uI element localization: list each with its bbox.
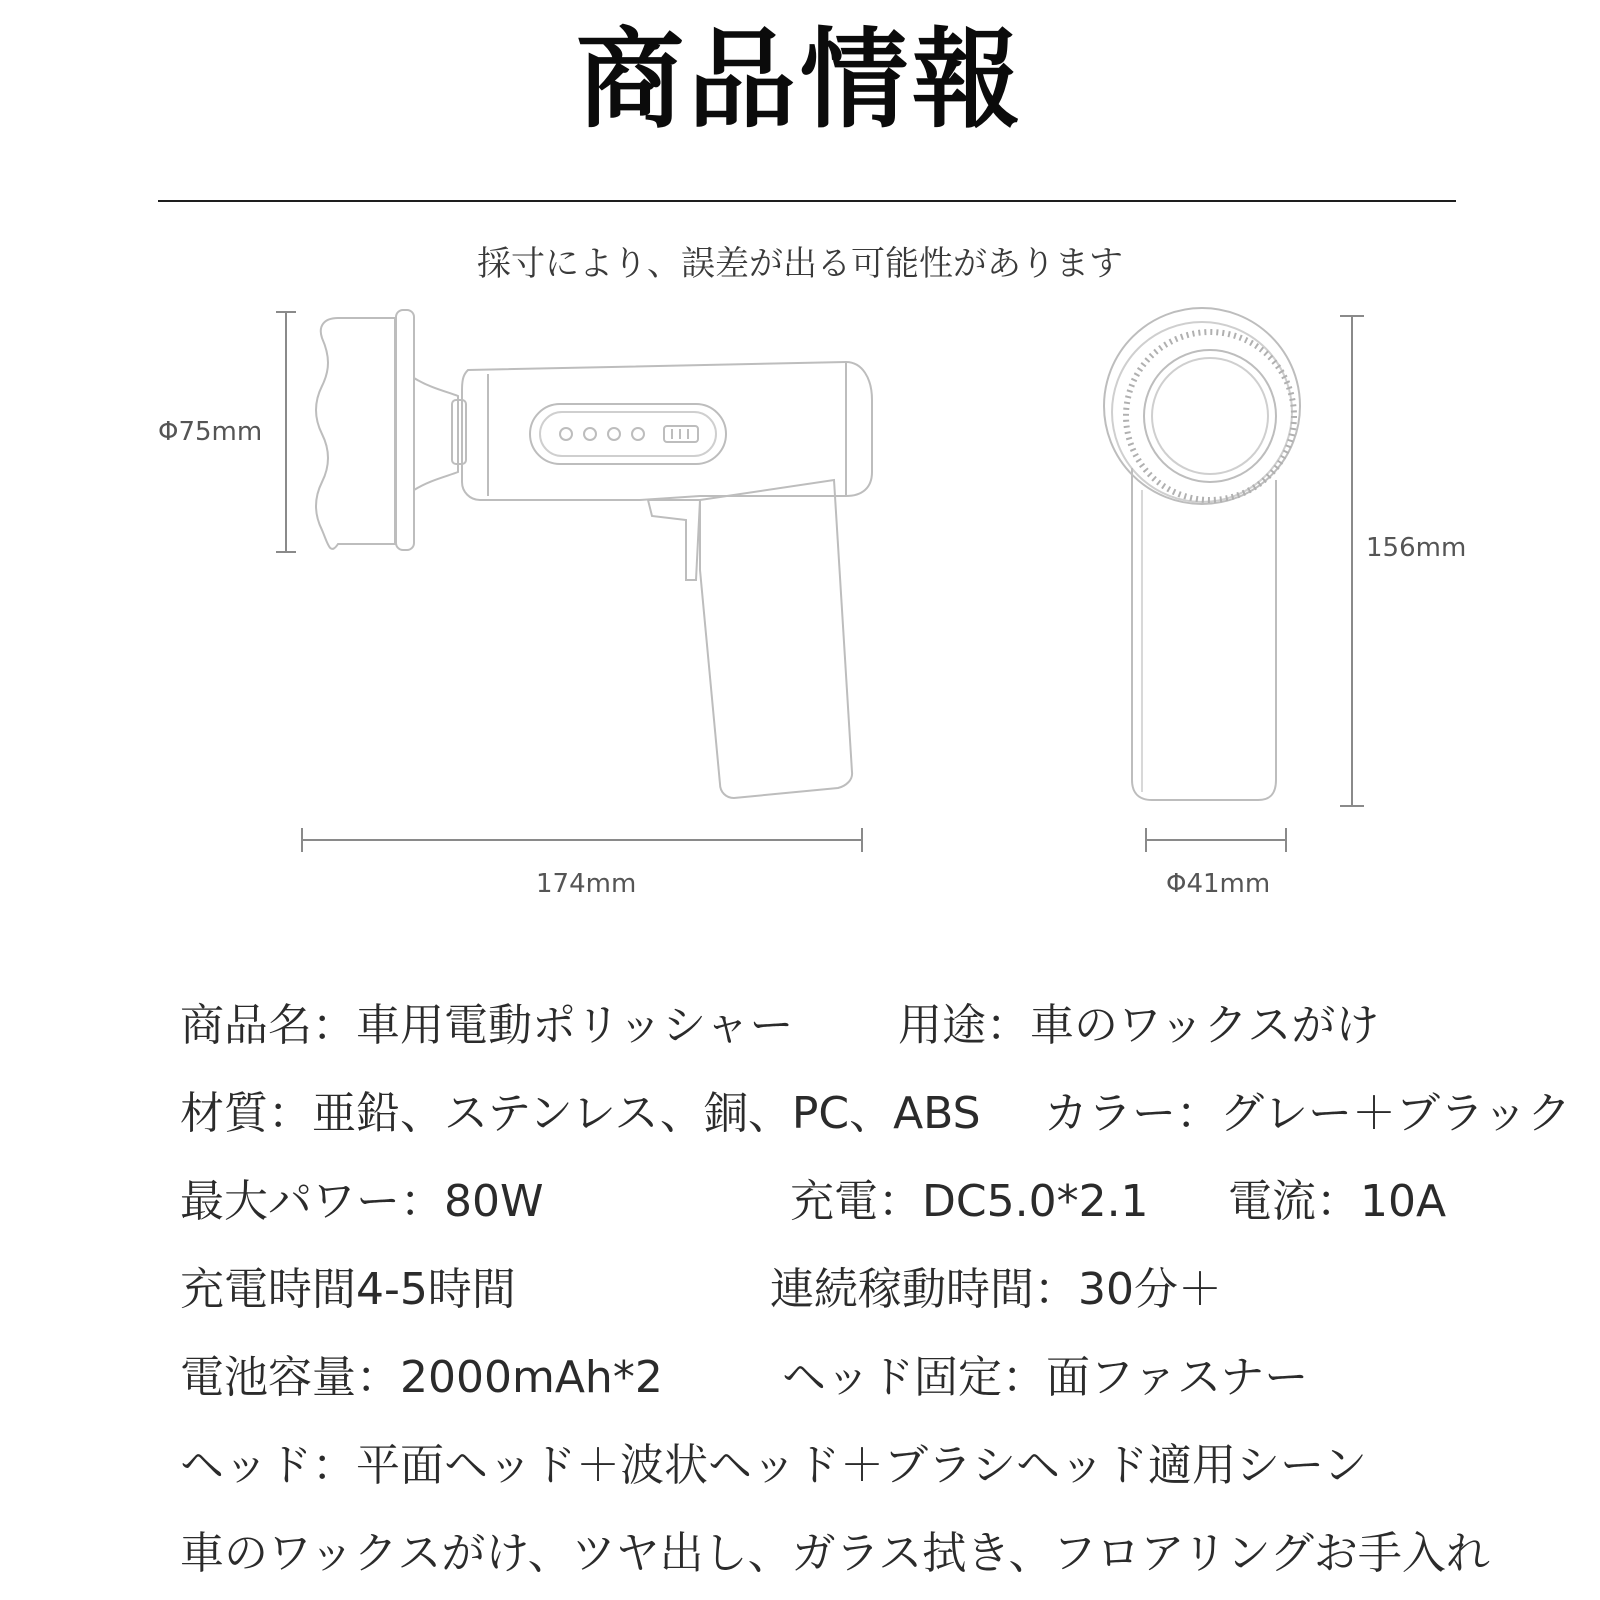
dim-body-diameter: Φ41mm: [1166, 869, 1271, 899]
page-title: 商品情報: [575, 18, 1024, 143]
spec-charging: 充電：DC5.0*2.1: [790, 1176, 1149, 1227]
side-view-illustration: [316, 310, 872, 798]
spec-product-name: 商品名：車用電動ポリッシャー: [180, 1000, 794, 1051]
dimension-drawing: [0, 300, 1600, 920]
dim-head-diameter: Φ75mm: [158, 417, 263, 447]
front-view-illustration: [1104, 308, 1300, 800]
spec-charge-time: 充電時間4-5時間: [180, 1264, 516, 1315]
spec-heads: ヘッド：平面ヘッド＋波状ヘッド＋ブラシヘッド適用シーン: [180, 1440, 1368, 1491]
measurement-note: 採寸により、誤差が出る可能性があります: [477, 244, 1123, 284]
dim-length: 174mm: [536, 869, 637, 899]
dimension-lines: [276, 312, 1364, 852]
spec-battery: 電池容量：2000mAh*2: [180, 1352, 663, 1403]
spec-max-power: 最大パワー：80W: [180, 1176, 544, 1227]
spec-head-fixing: ヘッド固定：面ファスナー: [782, 1352, 1309, 1403]
spec-scenes: 車のワックスがけ、ツヤ出し、ガラス拭き、フロアリングお手入れ: [180, 1528, 1490, 1579]
dim-height: 156mm: [1366, 533, 1467, 563]
spec-color: カラー：グレー＋ブラック: [1044, 1088, 1572, 1139]
spec-usage: 用途：車のワックスがけ: [898, 1000, 1380, 1051]
divider: [158, 200, 1456, 202]
spec-runtime: 連続稼動時間：30分＋: [770, 1264, 1222, 1315]
spec-material: 材質：亜鉛、ステンレス、銅、PC、ABS: [180, 1088, 981, 1139]
spec-current: 電流：10A: [1228, 1176, 1447, 1227]
